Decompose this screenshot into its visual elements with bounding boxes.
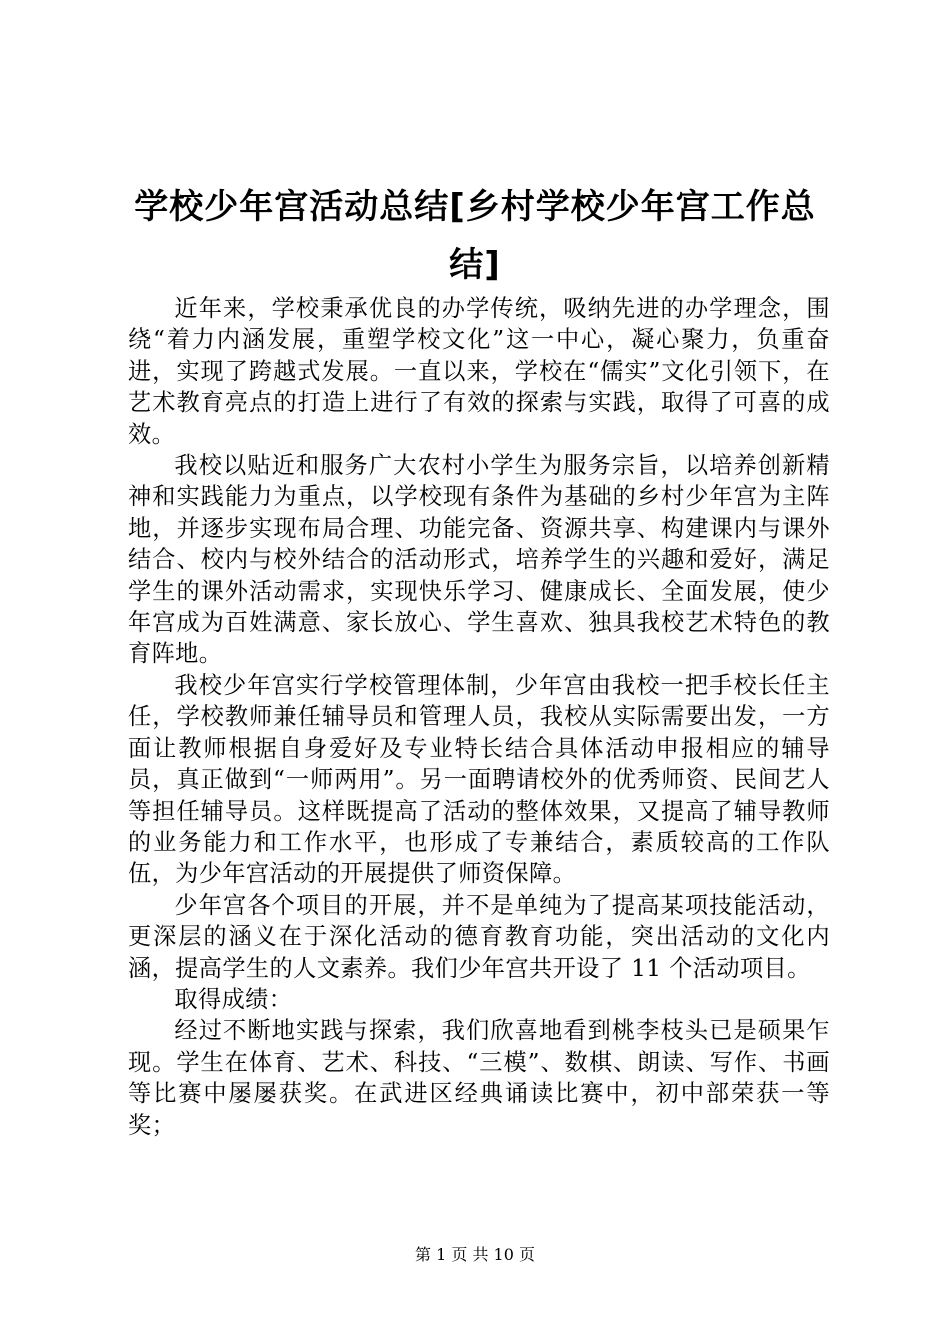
- paragraph-1: 近年来，学校秉承优良的办学传统，吸纳先进的办学理念，围绕“着力内涵发展，重塑学校文化”这一中心，凝心聚力，负重奋进，实现了跨越式发展。一直以来，学校在“儒实”文化引领下，在艺术教育亮点的打造上进行了有效的探索与实践，取得了可喜的成效。: [128, 295, 830, 448]
- paragraph-5: 取得成绩：: [174, 985, 293, 1013]
- page-number-footer: 第 1 页 共 10 页: [415, 1245, 535, 1264]
- document-title: 学校少年宫活动总结[乡村学校少年宫工作总结]: [134, 187, 816, 285]
- paragraph-3: 我校少年宫实行学校管理体制，少年宫由我校一把手校长任主任，学校教师兼任辅导员和管理人员，我校从实际需要出发，一方面让教师根据自身爱好及专业特长结合具体活动申报相应的辅导员，真正做到“一师两用”。另一面聘请校外的优秀师资、民间艺人等担任辅导员。这样既提高了活动的整体效果，又提高了辅导教师的业务能力和工作水平，也形成了专兼结合，素质较高的工作队伍，为少年宫活动的开展提供了师资保障。: [128, 671, 830, 888]
- paragraph-6: 经过不断地实践与探索，我们欣喜地看到桃李枝头已是硕果乍现。学生在体育、艺术、科技、“三模”、数棋、朗读、写作、书画等比赛中屡屡获奖。在武进区经典诵读比赛中，初中部荣获一等奖；: [128, 1017, 830, 1139]
- paragraph-2: 我校以贴近和服务广大农村小学生为服务宗旨，以培养创新精神和实践能力为重点，以学校现有条件为基础的乡村少年宫为主阵地，并逐步实现布局合理、功能完备、资源共享、构建课内与课外结合、校内与校外结合的活动形式，培养学生的兴趣和爱好，满足学生的课外活动需求，实现快乐学习、健康成长、全面发展，使少年宫成为百姓满意、家长放心、学生喜欢、独具我校艺术特色的教育阵地。: [128, 452, 830, 668]
- document-body: [128, 293, 830, 1141]
- paragraph-4: 少年宫各个项目的开展，并不是单纯为了提高某项技能活动，更深层的涵义在于深化活动的德育教育功能，突出活动的文化内涵，提高学生的人文素养。我们少年宫共开设了 11 个活动项目。: [128, 891, 830, 982]
